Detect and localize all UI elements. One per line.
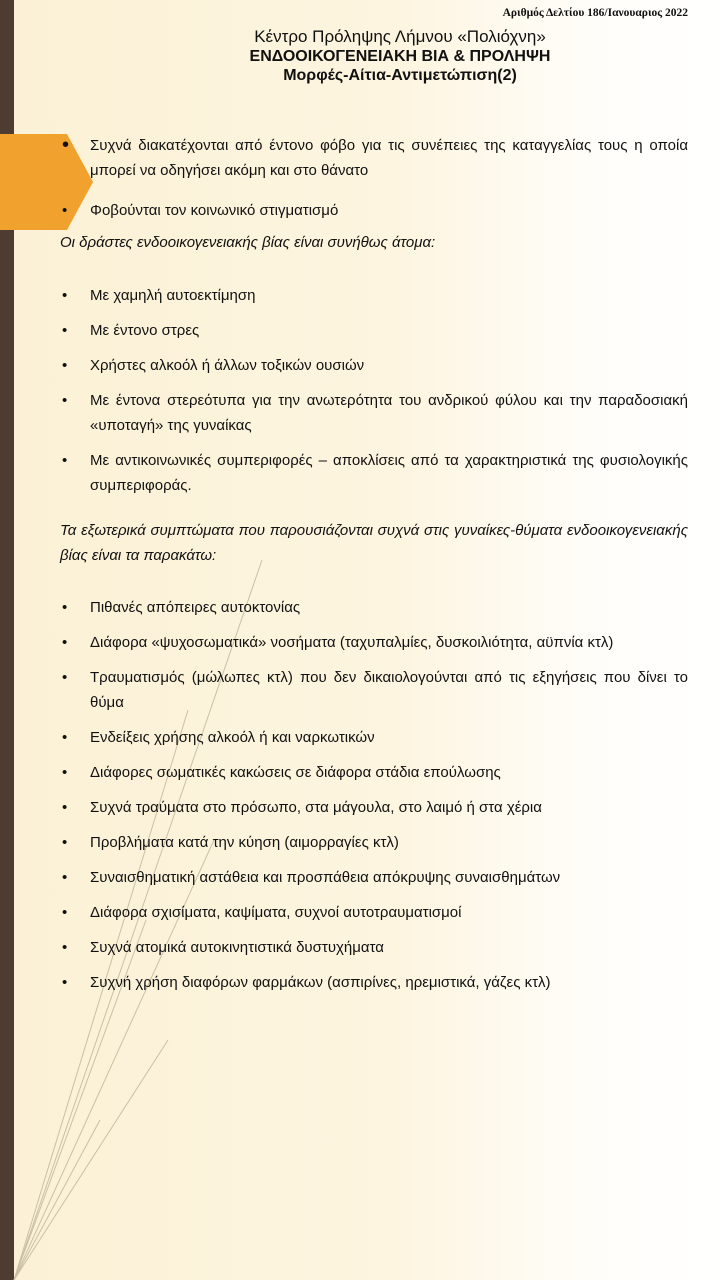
- list-item: • Διάφορα «ψυχοσωματικά» νοσήματα (ταχυπαλμίες, δυσκοιλιότητα, αϋπνία κτλ): [62, 630, 688, 655]
- list-item: • Με χαμηλή αυτοεκτίμηση: [62, 283, 688, 308]
- bullet-icon: •: [62, 599, 68, 616]
- bullet-icon: •: [62, 634, 68, 651]
- bullet-icon: •: [62, 834, 68, 851]
- symptoms-intro: Τα εξωτερικά συμπτώματα που παρουσιάζονται συχνά στις γυναίκες-θύματα ενδοοικογενειακής βίας είναι τα παρακάτω:: [60, 522, 688, 564]
- list-item: • Συχνά ατομικά αυτοκινητιστικά δυστυχήματα: [62, 935, 688, 960]
- list-item: • Συναισθηματική αστάθεια και προσπάθεια απόκρυψης συναισθημάτων: [62, 865, 688, 890]
- subtitle: Μορφές-Αίτια-Αντιμετώπιση(2): [283, 67, 517, 84]
- title-block: [120, 27, 680, 85]
- main-title: ΕΝΔΟΟΙΚΟΓΕΝΕΙΑΚΗ ΒΙΑ & ΠΡΟΛΗΨΗ: [249, 48, 551, 65]
- bullet-icon: •: [62, 134, 70, 156]
- bullet-icon: •: [62, 202, 68, 219]
- article-body: [62, 133, 688, 995]
- list-item: • Με αντικοινωνικές συμπεριφορές – αποκλίσεις από τα χαρακτηριστικά της φυσιολογικής συμπεριφοράς.: [62, 448, 688, 498]
- center-name: Κέντρο Πρόληψης Λήμνου «Πολιόχνη»: [254, 27, 546, 46]
- perpetrators-intro: Οι δράστες ενδοοικογενειακής βίας είναι συνήθως άτομα:: [60, 234, 436, 251]
- bullet-icon: •: [62, 287, 68, 304]
- list-item: • Με έντονο στρες: [62, 318, 688, 343]
- list-item: • Συχνά τραύματα στο πρόσωπο, στα μάγουλα, στο λαιμό ή στα χέρια: [62, 795, 688, 820]
- list-item: • Διάφορες σωματικές κακώσεις σε διάφορα στάδια επούλωσης: [62, 760, 688, 785]
- bulletin-number: Αριθμός Δελτίου 186/Ιανουαριος 2022: [502, 7, 688, 19]
- deco-line: [14, 1040, 168, 1280]
- list-item: • Ενδείξεις χρήσης αλκοόλ ή και ναρκωτικών: [62, 725, 688, 750]
- bullet-icon: •: [62, 869, 68, 886]
- list-item: • Με έντονα στερεότυπα για την ανωτερότητα του ανδρικού φύλου και την παραδοσιακή «υποταγή» της γυναίκας: [62, 388, 688, 438]
- bullet-icon: •: [62, 729, 68, 746]
- bullet-icon: •: [62, 357, 68, 374]
- deco-line: [14, 1120, 100, 1280]
- list-item: • Συχνά διακατέχονται από έντονο φόβο για τις συνέπειες της καταγγελίας τους η οποία μπορεί να οδηγήσει ακόμη και στο θάνατο: [62, 134, 688, 179]
- bullet-icon: •: [62, 904, 68, 921]
- list-item: • Προβλήματα κατά την κύηση (αιμορραγίες κτλ): [62, 830, 688, 855]
- bullet-icon: •: [62, 939, 68, 956]
- bullet-icon: •: [62, 764, 68, 781]
- list-item: • Διάφορα σχισίματα, καψίματα, συχνοί αυτοτραυματισμοί: [62, 900, 688, 925]
- bullet-icon: •: [62, 974, 68, 991]
- list-item: • Πιθανές απόπειρες αυτοκτονίας: [62, 595, 688, 620]
- bullet-icon: •: [62, 799, 68, 816]
- list-item: • Χρήστες αλκοόλ ή άλλων τοξικών ουσιών: [62, 353, 688, 378]
- bullet-icon: •: [62, 669, 68, 686]
- bullet-icon: •: [62, 392, 68, 409]
- list-item: • Συχνή χρήση διαφόρων φαρμάκων (ασπιρίνες, ηρεμιστικά, γάζες κτλ): [62, 970, 688, 995]
- bullet-icon: •: [62, 322, 68, 339]
- list-item: • Φοβούνται τον κοινωνικό στιγματισμό: [62, 198, 688, 223]
- list-item: • Τραυματισμός (μώλωπες κτλ) που δεν δικαιολογούνται από τις εξηγήσεις που δίνει το θύμα: [62, 665, 688, 715]
- bullet-icon: •: [62, 452, 68, 469]
